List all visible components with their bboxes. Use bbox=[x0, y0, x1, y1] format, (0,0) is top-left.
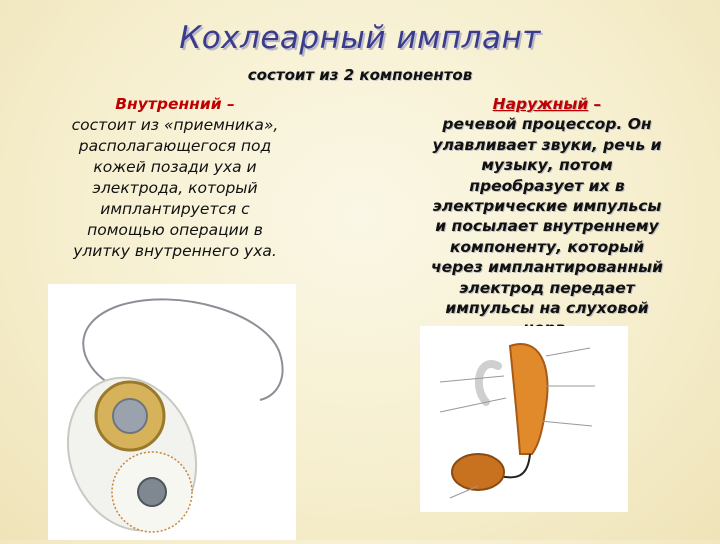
external-line: компоненту, который bbox=[449, 237, 645, 256]
external-component-text bbox=[388, 94, 706, 339]
external-line: музыку, потом bbox=[481, 156, 613, 175]
external-line: и посылает внутреннему bbox=[435, 217, 659, 236]
internal-line: электрода, который bbox=[92, 179, 258, 197]
ear-hook bbox=[479, 364, 498, 402]
processor-photo bbox=[420, 326, 628, 512]
coil-magnet bbox=[138, 478, 166, 506]
internal-line: располагающегося под bbox=[78, 137, 272, 155]
label-line bbox=[546, 348, 590, 356]
external-heading-row bbox=[388, 94, 706, 114]
internal-line: улитку внутреннего уха. bbox=[73, 242, 277, 260]
external-heading: Наружный bbox=[492, 95, 589, 113]
magnet-center bbox=[113, 399, 147, 433]
internal-line: помощью операции в bbox=[87, 221, 263, 239]
headpiece bbox=[452, 454, 504, 490]
label-line bbox=[540, 421, 592, 426]
external-line: улавливает звуки, речь и bbox=[432, 135, 662, 154]
external-line: электрические импульсы bbox=[432, 197, 662, 216]
external-line: импульсы на слуховой bbox=[445, 299, 649, 318]
internal-component-text bbox=[30, 94, 320, 262]
processor-illustration bbox=[420, 326, 628, 512]
processor-body bbox=[510, 344, 548, 454]
external-line: электрод передает bbox=[459, 278, 635, 297]
implant-illustration bbox=[48, 284, 296, 540]
external-line: речевой процессор. Он bbox=[442, 115, 652, 134]
internal-line: состоит из «приемника», bbox=[71, 116, 279, 134]
internal-line: имплантируется с bbox=[100, 200, 250, 218]
label-line bbox=[440, 398, 506, 412]
external-line: через имплантированный bbox=[430, 258, 664, 277]
external-line: преобразует их в bbox=[469, 176, 625, 195]
label-line bbox=[440, 376, 504, 382]
implant-photo bbox=[48, 284, 296, 540]
slide-title: Кохлеарный имплант bbox=[179, 20, 541, 56]
slide-subtitle: состоит из 2 компонентов bbox=[247, 66, 473, 84]
internal-line: кожей позади уха и bbox=[93, 158, 257, 176]
external-heading-dash: – bbox=[588, 95, 602, 113]
internal-heading: Внутренний – bbox=[115, 95, 235, 113]
